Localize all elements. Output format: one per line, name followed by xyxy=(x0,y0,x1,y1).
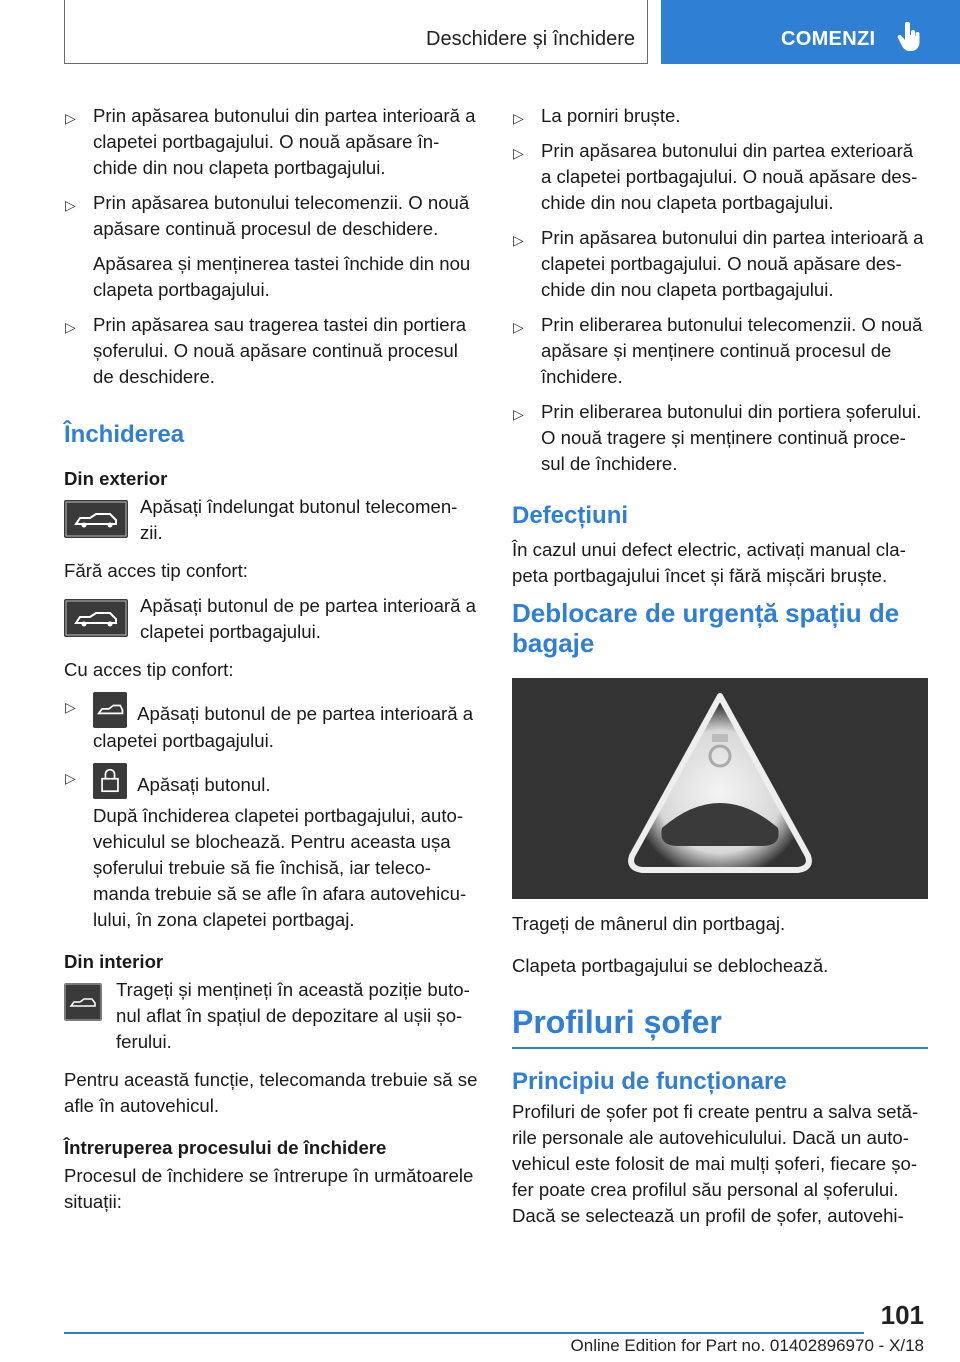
triangle-bullet-icon: ▷ xyxy=(513,145,524,161)
tailgate-close-icon xyxy=(93,692,127,728)
list-item: ▷ Prin apăsarea butonului din partea exterioară a clapetei portbagajului. O nouă apăsare des-chide din nou clapeta portbagajului. xyxy=(513,140,918,213)
list-item: ▷ Prin eliberarea butonului din portiera șoferului. O nouă tragere și menținere continuă proce-sul de închidere. xyxy=(513,401,922,474)
section-heading: Principiu de funcționare xyxy=(512,1068,787,1095)
image-caption: Clapeta portbagajului se deblochează. xyxy=(512,955,829,976)
list-item: ▷ Apăsați butonul de pe partea interioară a clapetei portbagajului. xyxy=(64,692,480,754)
chapter-title: Deschidere și închidere xyxy=(426,28,635,50)
header-chapter-box xyxy=(64,0,648,64)
list-item: ▷ Prin apăsarea butonului telecomenzii. O nouă apăsare continuă procesul de deschidere. Apăsarea și menținerea tastei închide din nou clapeta portbagajului. xyxy=(64,190,480,303)
hand-pointer-icon xyxy=(897,22,923,52)
paragraph: Pentru această funcție, telecomanda trebuie să se afle în autovehicul. xyxy=(64,1069,478,1116)
section-heading: Defecțiuni xyxy=(512,502,629,529)
triangle-bullet-icon: ▷ xyxy=(65,699,76,715)
car-key-button-icon xyxy=(64,500,128,538)
paragraph: Cu acces tip confort: xyxy=(64,659,234,680)
door-button-icon xyxy=(64,983,102,1021)
triangle-bullet-icon: ▷ xyxy=(513,406,524,422)
section-heading: Închiderea xyxy=(64,421,185,448)
paragraph: Fără acces tip confort: xyxy=(64,560,248,581)
instruction-with-icon: Apăsați butonul de pe partea interioară a clapetei portbagajului. xyxy=(64,593,480,645)
right-column xyxy=(512,103,928,1238)
image-caption: Trageți de mânerul din portbagaj. xyxy=(512,913,786,934)
triangle-bullet-icon: ▷ xyxy=(513,232,524,248)
triangle-bullet-icon: ▷ xyxy=(65,319,76,335)
list-item-note: După închiderea clapetei portbagajului, auto-vehiculul se blochează. Pentru aceasta ușa șoferului trebuie să fie închisă, iar teleco-manda trebuie să se afle în afara autovehicu-lului, în zona clapetei portbagaj. xyxy=(93,805,467,930)
section-title: COMENZI xyxy=(781,28,876,50)
list-item: ▷ Prin eliberarea butonului telecomenzii. O nouă apăsare și menținere continuă procesul de închidere. xyxy=(513,314,923,387)
instruction-with-icon: Apăsați îndelungat butonul telecomen-zii. xyxy=(64,494,480,546)
tailgate-button-icon xyxy=(64,599,128,637)
emergency-handle-photo xyxy=(512,678,928,899)
triangle-bullet-icon: ▷ xyxy=(65,770,76,786)
left-column xyxy=(64,103,480,1224)
header-section-tab[interactable] xyxy=(661,0,960,64)
list-item: ▷ La porniri bruște. xyxy=(512,103,928,129)
paragraph: Profiluri de șofer pot fi create pentru a salva setă-rile personale ale autovehiculului. Dacă un auto-vehicul este folosit de mai mulți șoferi, fiecare șo-fer poate crea profilul său personal al șoferului. Dacă se selectează un profil de șofer, autovehi- xyxy=(512,1101,919,1226)
list-item-note: Apăsarea și menținerea tastei închide din nou clapeta portbagajului. xyxy=(93,253,471,300)
triangle-bullet-icon: ▷ xyxy=(65,110,76,126)
chapter-title-profiles: Profiluri șofer xyxy=(512,1009,928,1049)
footer-divider xyxy=(64,1332,864,1334)
subheading-inside: Din interior xyxy=(64,951,164,972)
lock-icon xyxy=(93,763,127,799)
paragraph: Procesul de închidere se întrerupe în următoarele situații: xyxy=(64,1165,474,1212)
triangle-bullet-icon: ▷ xyxy=(65,197,76,213)
list-item: ▷ Apăsați butonul. După închiderea clapetei portbagajului, auto-vehiculul se blochează. Pentru aceasta ușa șoferului trebuie să fie închisă, iar teleco-manda trebuie să se afle în afara autovehicu-lului, în zona clapetei portbagaj. xyxy=(64,763,480,933)
paragraph: În cazul unui defect electric, activați manual cla-peta portbagajului încet și fără mișcări bruște. xyxy=(512,539,906,586)
triangle-bullet-icon: ▷ xyxy=(513,110,524,126)
list-item: ▷ Prin apăsarea butonului din partea interioară a clapetei portbagajului. O nouă apăsare în-chide din nou clapeta portbagajului. xyxy=(65,105,476,178)
subheading-outside: Din exterior xyxy=(64,468,168,489)
list-item: ▷ Prin apăsarea sau tragerea tastei din portiera șoferului. O nouă apăsare continuă procesul de deschidere. xyxy=(65,314,467,387)
triangle-bullet-icon: ▷ xyxy=(513,319,524,335)
emergency-handle-image xyxy=(512,678,928,899)
list-item: ▷ Prin apăsarea butonului din partea interioară a clapetei portbagajului. O nouă apăsare des-chide din nou clapeta portbagajului. xyxy=(513,227,924,300)
section-heading: Deblocare de urgență spațiu de bagaje xyxy=(512,598,900,658)
instruction-with-icon: Trageți și mențineți în această poziție buto-nul aflat în spațiul de depozitare al ușii șo-ferului. xyxy=(64,977,480,1055)
footer-edition: Online Edition for Part no. 01402896970 - X/18 xyxy=(570,1336,924,1355)
subheading-interrupt: Întreruperea procesului de închidere xyxy=(64,1137,387,1158)
page-number: 101 xyxy=(880,1300,924,1330)
